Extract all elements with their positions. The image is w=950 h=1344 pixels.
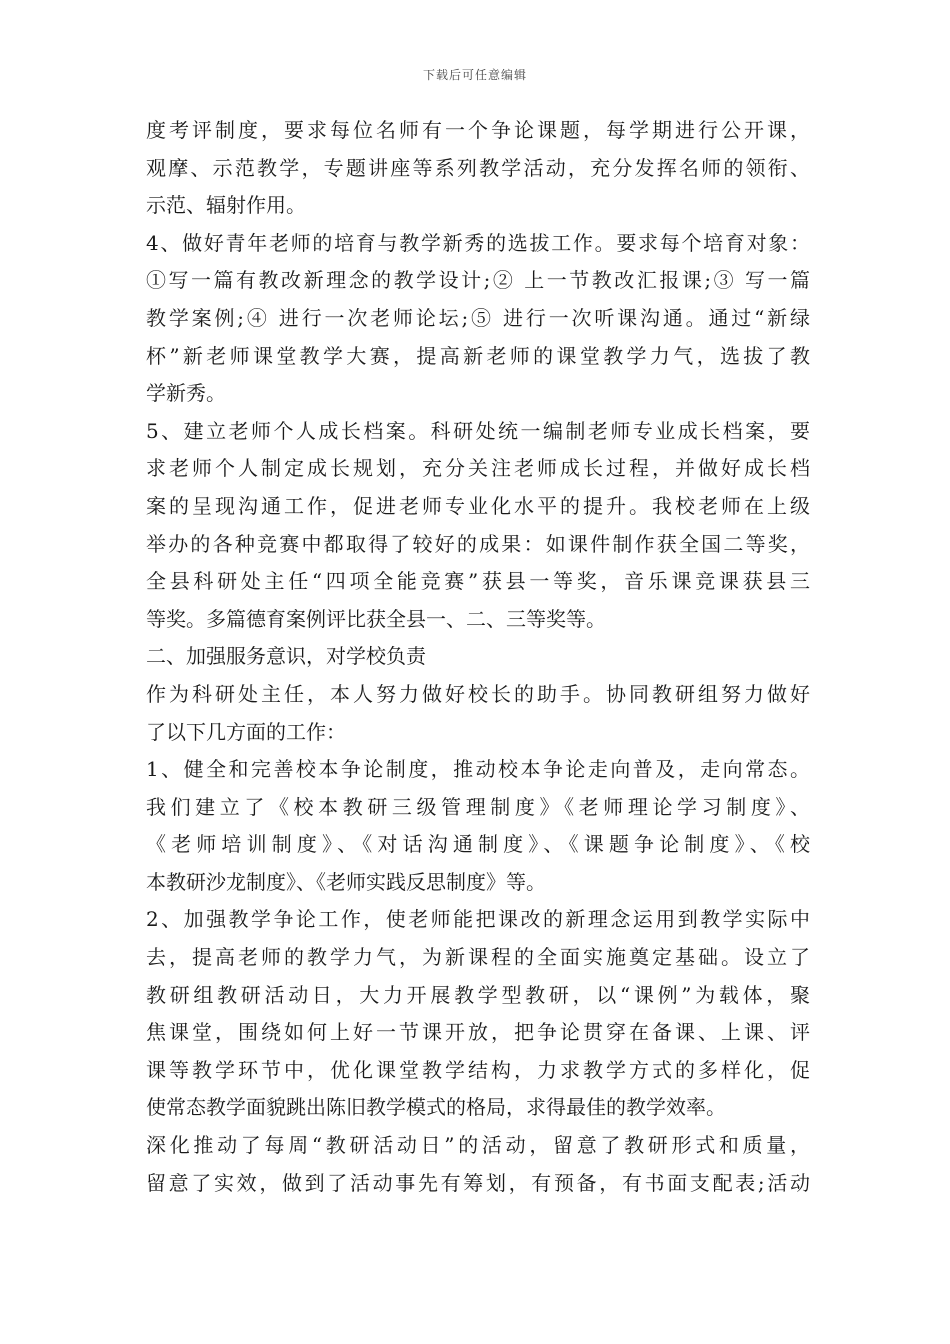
text-line: ①写一篇有教改新理念的教学设计;② 上一节教改汇报课;③ 写一篇: [146, 268, 810, 293]
text-line: 二、加强服务意识，对学校负责: [146, 644, 426, 669]
text-line: 本教研沙龙制度》、《老师实践反思制度》等。: [146, 869, 546, 894]
text-line: 留意了实效，做到了活动事先有筹划，有预备，有书面支配表;活动: [146, 1170, 810, 1195]
text-line: 使常态教学面貌跳出陈旧教学模式的格局，求得最佳的教学效率。: [146, 1095, 726, 1120]
text-line: 举办的各种竞赛中都取得了较好的成果：如课件制作获全国二等奖，: [146, 531, 810, 556]
text-line: 4、做好青年老师的培育与教学新秀的选拔工作。要求每个培育对象：: [146, 230, 810, 255]
text-line: 案的呈现沟通工作，促进老师专业化水平的提升。我校老师在上级: [146, 493, 810, 518]
text-line: 度考评制度，要求每位名师有一个争论课题，每学期进行公开课，: [146, 118, 810, 142]
text-line: 了以下几方面的工作：: [146, 719, 346, 744]
text-line: 焦课堂，围绕如何上好一节课开放，把争论贯穿在备课、上课、评: [146, 1020, 810, 1045]
text-line: 全县科研处主任“四项全能竞赛”获县一等奖，音乐课竞课获县三: [146, 569, 810, 594]
text-line: 我们建立了《校本教研三级管理制度》《老师理论学习制度》、: [146, 794, 810, 819]
text-line: 杯”新老师课堂教学大赛，提高新老师的课堂教学力气，选拔了教: [146, 343, 810, 368]
text-line: 教学案例;④ 进行一次老师论坛;⑤ 进行一次听课沟通。通过“新绿: [146, 305, 810, 330]
text-line: 学新秀。: [146, 381, 226, 406]
text-line: 等奖。多篇德育案例评比获全县一、二、三等奖等。: [146, 606, 606, 631]
body-text: [146, 112, 810, 1202]
text-line: 2、加强教学争论工作，使老师能把课改的新理念运用到教学实际中: [146, 907, 810, 932]
text-line: 1、健全和完善校本争论制度，推动校本争论走向普及，走向常态。: [146, 757, 810, 782]
text-line: 作为科研处主任，本人努力做好校长的助手。协同教研组努力做好: [146, 681, 810, 706]
text-line: 示范、辐射作用。: [146, 193, 306, 218]
text-line: 5、建立老师个人成长档案。科研处统一编制老师专业成长档案，要: [146, 418, 810, 443]
text-line: 求老师个人制定成长规划，充分关注老师成长过程，并做好成长档: [146, 456, 810, 481]
text-line: 观摩、示范教学，专题讲座等系列教学活动，充分发挥名师的领衔、: [146, 155, 810, 180]
text-line: 教研组教研活动日，大力开展教学型教研，以“课例”为载体，聚: [146, 982, 810, 1007]
page-header: 下载后可任意编辑: [422, 68, 527, 82]
text-line: 《老师培训制度》、《对话沟通制度》、《课题争论制度》、《校: [146, 832, 810, 857]
text-line: 去，提高老师的教学力气，为新课程的全面实施奠定基础。设立了: [146, 945, 810, 970]
text-line: 课等教学环节中，优化课堂教学结构，力求教学方式的多样化，促: [146, 1057, 810, 1082]
text-line: 深化推动了每周“教研活动日”的活动，留意了教研形式和质量，: [146, 1133, 810, 1158]
